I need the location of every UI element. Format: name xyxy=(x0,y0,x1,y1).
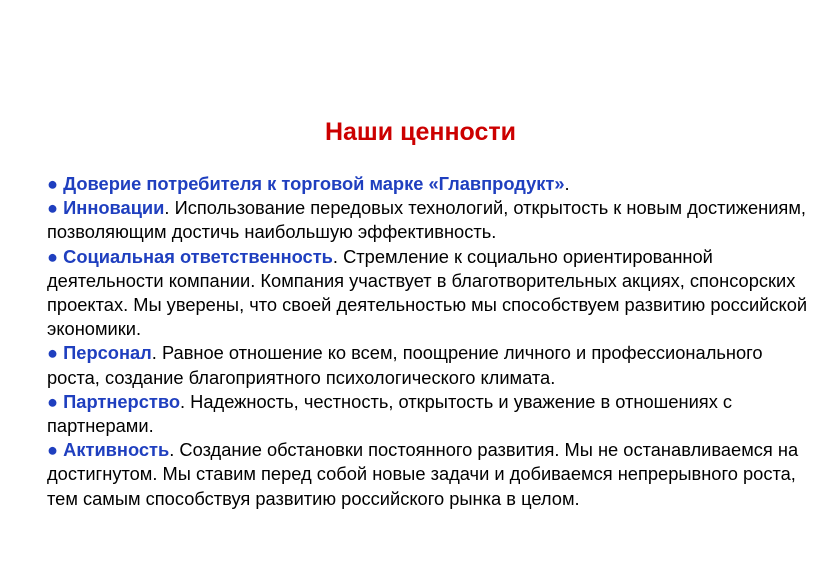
list-item-partnership xyxy=(47,390,812,438)
list-item-trust xyxy=(47,172,812,196)
list-item-personnel xyxy=(47,341,812,389)
value-term: Доверие потребителя к торговой марке «Главпродукт» xyxy=(63,173,565,194)
value-description: . Стремление к социально ориентированной деятельности компании. Компания участвует в благотворительных акциях, спонсорских проектах. Мы уверены, что своей деятельностью мы способствуем развитию российской экономики. xyxy=(47,245,808,340)
value-description: . Равное отношение ко всем, поощрение личного и профессионального роста, создание благоприятного психологического климата. xyxy=(47,342,763,388)
value-term: Социальная ответственность xyxy=(63,245,333,267)
value-term: Инновации xyxy=(63,197,165,219)
bullet-icon: ● xyxy=(47,197,59,219)
list-item-social-responsibility xyxy=(47,245,812,342)
value-description: . Использование передовых технологий, открытость к новым достижениям, позволяющим достичь наибольшую эффективность. xyxy=(47,197,806,243)
bullet-icon: ● xyxy=(47,245,59,267)
values-list xyxy=(47,172,812,511)
bullet-icon: ● xyxy=(47,390,59,412)
value-description: . Надежность, честность, открытость и уважение в отношениях с партнерами. xyxy=(47,390,733,437)
value-term: Персонал xyxy=(63,342,152,364)
list-item-innovation xyxy=(47,196,812,244)
value-term: Партнерство xyxy=(63,390,180,412)
bullet-icon: ● xyxy=(47,439,59,461)
list-item-activity xyxy=(47,438,812,511)
page-title: Наши ценности xyxy=(324,118,517,146)
value-description: . xyxy=(564,173,570,194)
value-term: Активность xyxy=(63,439,170,461)
value-description: . Создание обстановки постоянного развития. Мы не останавливаемся на достигнутом. Мы ставим перед собой новые задачи и добиваемся непрерывного роста, тем самым способствуя развитию российского рынка в целом. xyxy=(47,439,799,509)
bullet-icon: ● xyxy=(47,173,59,194)
bullet-icon: ● xyxy=(47,342,59,364)
